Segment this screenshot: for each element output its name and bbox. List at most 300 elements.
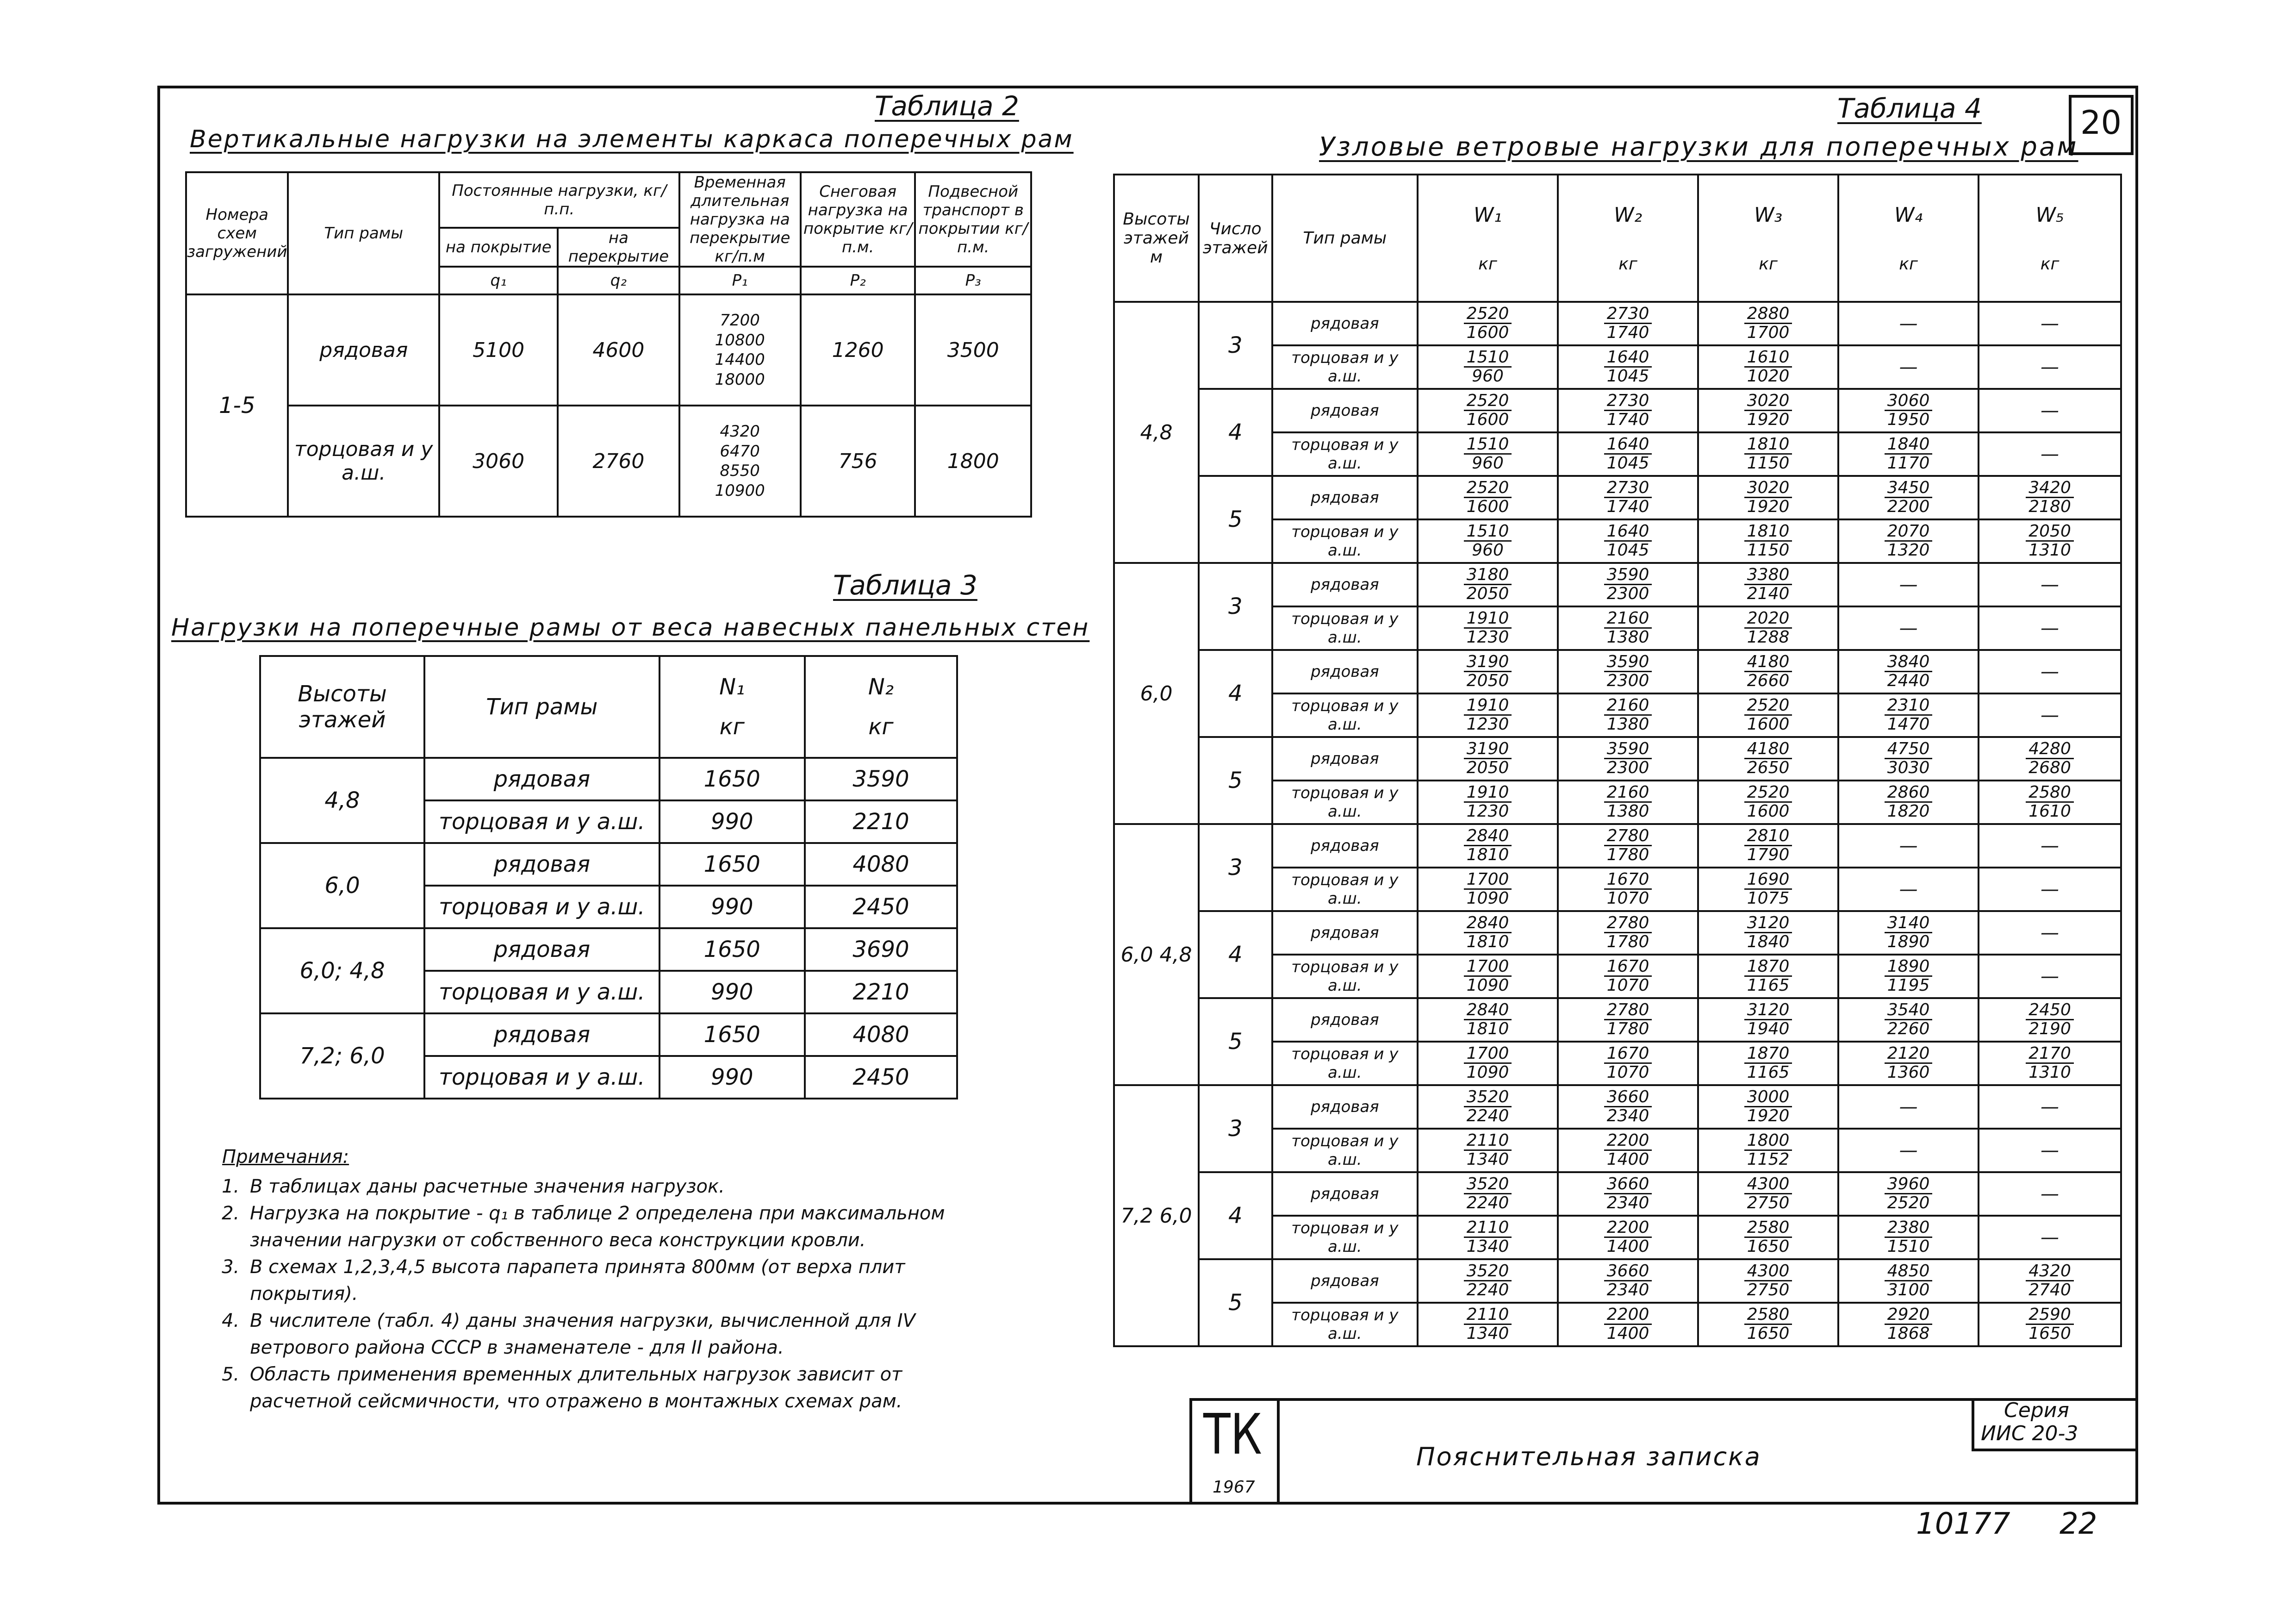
t3-g2-r1-n2: 2210 <box>805 971 957 1013</box>
note-item: 3. В схемах 1,2,3,4,5 высота парапета принята 800мм (от верха плит покрытия). <box>245 1254 1009 1307</box>
wind-load-denominator: 2750 <box>1747 1193 1790 1212</box>
t4-w4-cell <box>1838 650 1979 693</box>
t4-w5-cell <box>1979 606 2121 650</box>
wind-load-numerator: 3060 <box>1885 392 1933 411</box>
wind-load-fraction <box>1744 1219 1792 1255</box>
t4-w3-cell <box>1698 955 1838 998</box>
logo-tk: ТК <box>1203 1403 1262 1467</box>
t4-w2-cell <box>1558 1172 1698 1216</box>
document-title: Пояснительная записка <box>1416 1442 1761 1471</box>
series-label: Серия <box>2004 1399 2069 1422</box>
t4-w1-cell <box>1418 432 1558 476</box>
wind-load-fraction <box>1464 1001 1512 1038</box>
wind-load-denominator: 2240 <box>1466 1193 1509 1212</box>
wind-load-denominator: 1920 <box>1747 1106 1790 1125</box>
wind-load-numerator: 2110 <box>1464 1219 1512 1238</box>
t4-w2-cell <box>1558 1042 1698 1085</box>
wind-load-denominator: 3030 <box>1887 758 1930 777</box>
wind-load-fraction <box>2026 784 2074 820</box>
wind-load-denominator: 2200 <box>1887 497 1930 516</box>
t3-hdr-n1 <box>660 656 805 758</box>
table2 <box>185 171 1032 518</box>
wind-load-numerator: 2520 <box>1744 697 1792 716</box>
wind-load-fraction <box>1744 914 1792 951</box>
table4-row <box>1114 824 2121 868</box>
wind-load-fraction <box>1464 1306 1512 1343</box>
wind-load-numerator: 3180 <box>1464 566 1512 585</box>
t4-w4-cell <box>1838 911 1979 955</box>
wind-load-denominator: 2140 <box>1747 584 1790 603</box>
table3-title: Нагрузки на поперечные рамы от веса навесных панельных стен <box>171 614 1090 642</box>
t4-w3-cell <box>1698 737 1838 781</box>
wind-load-denominator: 1400 <box>1606 1149 1649 1169</box>
wind-load-fraction <box>1464 740 1512 777</box>
wind-load-numerator: 4850 <box>1885 1262 1933 1281</box>
wind-load-fraction <box>1885 1175 1933 1212</box>
t4-w2-cell <box>1558 998 1698 1042</box>
t4-w4-cell <box>1838 476 1979 519</box>
wind-load-numerator: 2200 <box>1604 1306 1652 1325</box>
wind-load-numerator: 2020 <box>1744 610 1792 629</box>
t4-w5-unit: кг <box>2040 254 2060 274</box>
t4-w1-cell <box>1418 519 1558 563</box>
t3-g3-r0-n2: 4080 <box>805 1013 957 1056</box>
table4-row <box>1114 1172 2121 1216</box>
t4-floors: 3 <box>1199 302 1272 389</box>
t2-r1-q2: 2760 <box>558 406 679 517</box>
wind-load-denominator: 1045 <box>1606 453 1649 473</box>
t2-r1-p1 <box>679 406 801 517</box>
t4-frame-type: торцовая и у а.ш. <box>1272 345 1418 389</box>
t3-n2-unit: кг <box>868 714 894 740</box>
t2-r1-p3: 1800 <box>915 406 1031 517</box>
wind-load-denominator: 1380 <box>1606 714 1649 734</box>
t2-hdr-scheme: Номера схем загружений <box>186 172 288 294</box>
t4-frame-type: рядовая <box>1272 1085 1418 1129</box>
t3-g1-r0-n2: 4080 <box>805 843 957 886</box>
t4-w2-cell <box>1558 1085 1698 1129</box>
t4-w4-cell <box>1838 345 1979 389</box>
wind-load-denominator: 1780 <box>1606 845 1649 864</box>
wind-load-fraction <box>1744 697 1792 733</box>
t4-w2-cell <box>1558 650 1698 693</box>
t4-w4-cell <box>1838 1172 1979 1216</box>
table2-title: Вертикальные нагрузки на элементы каркаса поперечных рам <box>190 125 1074 153</box>
t4-w3-cell <box>1698 1216 1838 1259</box>
t4-w3-cell <box>1698 693 1838 737</box>
t4-height: 6,0 4,8 <box>1114 824 1199 1085</box>
wind-load-denominator: 1340 <box>1466 1324 1509 1343</box>
wind-load-fraction <box>1604 827 1652 864</box>
t2-r1-p1-1: 6470 <box>720 442 760 461</box>
t2-hdr-floor: на перекрытие <box>558 228 679 267</box>
t4-w5-cell <box>1979 1259 2121 1303</box>
wind-load-denominator: 1810 <box>1466 845 1509 864</box>
wind-load-fraction <box>1744 436 1792 472</box>
wind-load-numerator: 1870 <box>1744 958 1792 977</box>
t3-g1-r0-n1: 1650 <box>660 843 805 886</box>
wind-load-denominator: 1070 <box>1606 1062 1649 1082</box>
sheet-code: 10177 <box>1916 1507 2010 1541</box>
t3-g0-r0-n1: 1650 <box>660 758 805 800</box>
t4-hdr-w2 <box>1558 175 1698 302</box>
t4-w4-cell <box>1838 998 1979 1042</box>
t4-w1-cell <box>1418 1303 1558 1346</box>
t3-g3-r1-n2: 2450 <box>805 1056 957 1099</box>
t3-g3-r0-n1: 1650 <box>660 1013 805 1056</box>
t4-w4-cell <box>1838 781 1979 824</box>
wind-load-denominator: 1380 <box>1606 801 1649 821</box>
wind-load-numerator: 2110 <box>1464 1306 1512 1325</box>
t2-sym-p1: P₁ <box>679 267 801 294</box>
t4-w5-cell <box>1979 781 2121 824</box>
t2-r0-p2: 1260 <box>801 294 915 406</box>
t2-sym-p2: P₂ <box>801 267 915 294</box>
wind-load-denominator: 1790 <box>1747 845 1790 864</box>
t4-floors: 4 <box>1199 650 1272 737</box>
table4-caption: Таблица 4 <box>1837 93 1982 124</box>
t3-g1-r1-type: торцовая и у а.ш. <box>424 886 659 928</box>
wind-load-denominator: 1740 <box>1606 410 1649 429</box>
wind-load-numerator: 1510 <box>1464 349 1512 368</box>
t3-g3-r1-type: торцовая и у а.ш. <box>424 1056 659 1099</box>
wind-load-numerator: 2380 <box>1885 1219 1933 1238</box>
t4-floors: 5 <box>1199 1259 1272 1346</box>
wind-load-numerator: 2780 <box>1604 1001 1652 1020</box>
wind-load-fraction <box>1885 479 1933 516</box>
empty-dash: — <box>2041 356 2060 378</box>
note-item: 1. В таблицах даны расчетные значения нагрузок. <box>245 1173 1009 1200</box>
empty-dash: — <box>1899 1096 1918 1118</box>
wind-load-numerator: 3120 <box>1744 914 1792 933</box>
wind-load-denominator: 1090 <box>1466 888 1509 908</box>
wind-load-denominator: 1600 <box>1466 497 1509 516</box>
wind-load-fraction <box>1464 827 1512 864</box>
wind-load-numerator: 1870 <box>1744 1045 1792 1064</box>
t4-w3-cell <box>1698 1303 1838 1346</box>
t4-frame-type: рядовая <box>1272 998 1418 1042</box>
t4-w4-cell <box>1838 563 1979 606</box>
t4-w5-label: W₅ <box>2035 203 2064 227</box>
wind-load-fraction <box>1744 349 1792 385</box>
t4-w2-cell <box>1558 476 1698 519</box>
t4-w5-cell <box>1979 1303 2121 1346</box>
t4-w1-cell <box>1418 302 1558 345</box>
t3-g0-r1-n1: 990 <box>660 800 805 843</box>
t4-frame-type: торцовая и у а.ш. <box>1272 1042 1418 1085</box>
t4-w3-unit: кг <box>1759 254 1778 274</box>
table4-row <box>1114 1085 2121 1129</box>
t4-w4-cell <box>1838 519 1979 563</box>
wind-load-numerator: 3840 <box>1885 653 1933 672</box>
wind-load-numerator: 3190 <box>1464 653 1512 672</box>
t4-w1-cell <box>1418 1085 1558 1129</box>
wind-load-fraction <box>1604 784 1652 820</box>
wind-load-denominator: 1288 <box>1747 627 1790 647</box>
wind-load-fraction <box>1885 523 1933 559</box>
t4-frame-type: рядовая <box>1272 1172 1418 1216</box>
wind-load-fraction <box>1464 1088 1512 1125</box>
note-item: 4. В числителе (табл. 4) даны значения нагрузки, вычисленной для IV ветрового района СССР в знаменателе - для II района. <box>245 1307 1009 1361</box>
t4-w1-cell <box>1418 563 1558 606</box>
t2-r1-p2: 756 <box>801 406 915 517</box>
t4-w1-cell <box>1418 911 1558 955</box>
wind-load-numerator: 1510 <box>1464 523 1512 542</box>
table4-row <box>1114 302 2121 345</box>
t4-w3-cell <box>1698 650 1838 693</box>
wind-load-denominator: 1230 <box>1466 801 1509 821</box>
wind-load-denominator: 2750 <box>1747 1280 1790 1299</box>
t2-hdr-type: Тип рамы <box>288 172 439 294</box>
wind-load-denominator: 2300 <box>1606 584 1649 603</box>
t4-w3-cell <box>1698 911 1838 955</box>
wind-load-numerator: 2920 <box>1885 1306 1933 1325</box>
t3-hdr-n2 <box>805 656 957 758</box>
wind-load-denominator: 2190 <box>2028 1019 2071 1038</box>
t4-height: 4,8 <box>1114 302 1199 563</box>
wind-load-fraction <box>1464 1132 1512 1168</box>
empty-dash: — <box>1899 356 1918 378</box>
t4-frame-type: торцовая и у а.ш. <box>1272 868 1418 911</box>
wind-load-fraction <box>1604 610 1652 646</box>
empty-dash: — <box>2041 443 2060 465</box>
t4-w5-cell <box>1979 911 2121 955</box>
wind-load-fraction <box>1885 1219 1933 1255</box>
t4-w2-cell <box>1558 345 1698 389</box>
wind-load-denominator: 1075 <box>1747 888 1790 908</box>
wind-load-denominator: 960 <box>1472 453 1504 473</box>
wind-load-denominator: 2740 <box>2028 1280 2071 1299</box>
wind-load-fraction <box>1885 914 1933 951</box>
table4-title: Узловые ветровые нагрузки для поперечных рам <box>1319 132 2078 162</box>
t4-w4-cell <box>1838 606 1979 650</box>
t4-frame-type: торцовая и у а.ш. <box>1272 432 1418 476</box>
t4-w1-cell <box>1418 1259 1558 1303</box>
t4-w3-cell <box>1698 781 1838 824</box>
empty-dash: — <box>1899 879 1918 900</box>
t4-w3-cell <box>1698 432 1838 476</box>
wind-load-numerator: 3540 <box>1885 1001 1933 1020</box>
wind-load-fraction <box>1744 610 1792 646</box>
wind-load-denominator: 1950 <box>1887 410 1930 429</box>
wind-load-numerator: 3190 <box>1464 740 1512 759</box>
wind-load-denominator: 1840 <box>1747 932 1790 951</box>
wind-load-numerator: 2730 <box>1604 305 1652 324</box>
t4-hdr-w4 <box>1838 175 1979 302</box>
t4-w3-cell <box>1698 1129 1838 1172</box>
page-number: 20 <box>2080 104 2122 142</box>
empty-dash: — <box>2041 1140 2060 1161</box>
wind-load-denominator: 1940 <box>1747 1019 1790 1038</box>
table4-row <box>1114 737 2121 781</box>
wind-load-numerator: 2110 <box>1464 1132 1512 1151</box>
wind-load-denominator: 1150 <box>1747 540 1790 560</box>
t4-frame-type: рядовая <box>1272 824 1418 868</box>
wind-load-fraction <box>1744 392 1792 429</box>
wind-load-denominator: 2650 <box>1747 758 1790 777</box>
wind-load-fraction <box>1885 958 1933 994</box>
wind-load-fraction <box>1744 1262 1792 1299</box>
wind-load-numerator: 3020 <box>1744 479 1792 498</box>
wind-load-fraction <box>2026 523 2074 559</box>
wind-load-numerator: 1670 <box>1604 871 1652 890</box>
wind-load-fraction <box>1885 1306 1933 1343</box>
t4-w1-cell <box>1418 650 1558 693</box>
wind-load-fraction <box>1744 1132 1792 1168</box>
logo-year: 1967 <box>1213 1478 1255 1497</box>
wind-load-fraction <box>1464 610 1512 646</box>
wind-load-fraction <box>1744 523 1792 559</box>
t3-g3-height: 7,2; 6,0 <box>260 1013 424 1099</box>
wind-load-numerator: 3120 <box>1744 1001 1792 1020</box>
wind-load-fraction <box>1604 1001 1652 1038</box>
wind-load-denominator: 1810 <box>1466 932 1509 951</box>
wind-load-fraction <box>1464 436 1512 472</box>
t3-n2-label: N₂ <box>868 674 894 700</box>
t4-w5-cell <box>1979 302 2121 345</box>
t4-hdr-floors: Число этажей <box>1199 175 1272 302</box>
wind-load-denominator: 1320 <box>1887 540 1930 560</box>
wind-load-numerator: 1690 <box>1744 871 1792 890</box>
wind-load-denominator: 1400 <box>1606 1237 1649 1256</box>
wind-load-numerator: 1800 <box>1744 1132 1792 1151</box>
wind-load-numerator: 3660 <box>1604 1262 1652 1281</box>
wind-load-denominator: 1890 <box>1887 932 1930 951</box>
wind-load-numerator: 4300 <box>1744 1262 1792 1281</box>
t4-w2-cell <box>1558 868 1698 911</box>
t2-r1-p1-2: 8550 <box>720 462 760 480</box>
wind-load-numerator: 3590 <box>1604 566 1652 585</box>
t4-w3-cell <box>1698 1042 1838 1085</box>
t4-w5-cell <box>1979 955 2121 998</box>
wind-load-fraction <box>1604 349 1652 385</box>
wind-load-numerator: 1670 <box>1604 958 1652 977</box>
wind-load-numerator: 2520 <box>1464 305 1512 324</box>
wind-load-denominator: 1310 <box>2028 540 2071 560</box>
t3-g0-r0-type: рядовая <box>424 758 659 800</box>
wind-load-fraction <box>1604 697 1652 733</box>
wind-load-fraction <box>1604 871 1652 907</box>
t4-w5-cell <box>1979 998 2121 1042</box>
t4-w4-unit: кг <box>1899 254 1918 274</box>
wind-load-denominator: 1165 <box>1747 1062 1790 1082</box>
wind-load-numerator: 1640 <box>1604 349 1652 368</box>
t4-w2-cell <box>1558 432 1698 476</box>
t3-hdr-type: Тип рамы <box>424 656 659 758</box>
t3-g1-r1-n2: 2450 <box>805 886 957 928</box>
wind-load-fraction <box>1744 1175 1792 1212</box>
wind-load-fraction <box>2026 1262 2074 1299</box>
t4-w3-cell <box>1698 1085 1838 1129</box>
wind-load-fraction <box>1464 697 1512 733</box>
sheet-number: 22 <box>2060 1507 2097 1541</box>
wind-load-denominator: 2050 <box>1466 671 1509 690</box>
t3-g2-r0-n2: 3690 <box>805 928 957 971</box>
t4-w4-cell <box>1838 1259 1979 1303</box>
wind-load-fraction <box>1604 914 1652 951</box>
t4-w2-cell <box>1558 302 1698 345</box>
t4-frame-type: рядовая <box>1272 476 1418 519</box>
wind-load-fraction <box>1464 1045 1512 1081</box>
t4-w5-cell <box>1979 1216 2121 1259</box>
wind-load-fraction <box>1744 1306 1792 1343</box>
wind-load-fraction <box>1464 1175 1512 1212</box>
wind-load-denominator: 1360 <box>1887 1062 1930 1082</box>
wind-load-numerator: 3020 <box>1744 392 1792 411</box>
t2-r0-p1-1: 10800 <box>715 331 765 350</box>
empty-dash: — <box>2041 705 2060 726</box>
t4-w5-cell <box>1979 476 2121 519</box>
t4-w1-label: W₁ <box>1474 203 1502 227</box>
t2-r1-p1-3: 10900 <box>715 481 765 500</box>
empty-dash: — <box>2041 1183 2060 1205</box>
t4-w5-cell <box>1979 432 2121 476</box>
t4-frame-type: рядовая <box>1272 737 1418 781</box>
t4-w4-cell <box>1838 868 1979 911</box>
wind-load-numerator: 1910 <box>1464 610 1512 629</box>
t4-w4-cell <box>1838 955 1979 998</box>
wind-load-numerator: 2860 <box>1885 784 1933 803</box>
wind-load-fraction <box>1604 1088 1652 1125</box>
t4-w5-cell <box>1979 519 2121 563</box>
wind-load-fraction <box>2026 1045 2074 1081</box>
wind-load-denominator: 1868 <box>1887 1324 1930 1343</box>
t4-w2-cell <box>1558 955 1698 998</box>
t2-r0-p1 <box>679 294 801 406</box>
t4-floors: 4 <box>1199 911 1272 998</box>
wind-load-numerator: 3520 <box>1464 1262 1512 1281</box>
wind-load-numerator: 2880 <box>1744 305 1792 324</box>
t4-w1-cell <box>1418 955 1558 998</box>
wind-load-numerator: 2840 <box>1464 1001 1512 1020</box>
wind-load-denominator: 1380 <box>1606 627 1649 647</box>
wind-load-fraction <box>2026 1306 2074 1343</box>
table4-row <box>1114 476 2121 519</box>
t4-floors: 4 <box>1199 1172 1272 1259</box>
wind-load-numerator: 4180 <box>1744 740 1792 759</box>
wind-load-denominator: 1090 <box>1466 1062 1509 1082</box>
t4-w4-label: W₄ <box>1894 203 1923 227</box>
wind-load-denominator: 1780 <box>1606 1019 1649 1038</box>
t4-w2-cell <box>1558 606 1698 650</box>
wind-load-denominator: 960 <box>1472 540 1504 560</box>
wind-load-fraction <box>1744 958 1792 994</box>
wind-load-denominator: 1195 <box>1887 975 1930 995</box>
t4-w1-cell <box>1418 868 1558 911</box>
t3-n1-label: N₁ <box>719 674 745 700</box>
wind-load-fraction <box>1604 740 1652 777</box>
wind-load-numerator: 1700 <box>1464 1045 1512 1064</box>
empty-dash: — <box>1899 618 1918 639</box>
wind-load-denominator: 1600 <box>1466 323 1509 342</box>
wind-load-denominator: 1045 <box>1606 540 1649 560</box>
wind-load-fraction <box>1885 740 1933 777</box>
t4-hdr-w3 <box>1698 175 1838 302</box>
wind-load-denominator: 1600 <box>1747 714 1790 734</box>
wind-load-denominator: 1020 <box>1747 366 1790 386</box>
wind-load-numerator: 2580 <box>2026 784 2074 803</box>
wind-load-denominator: 1230 <box>1466 714 1509 734</box>
wind-load-fraction <box>1604 1262 1652 1299</box>
t4-floors: 4 <box>1199 389 1272 476</box>
table4-row <box>1114 650 2121 693</box>
wind-load-numerator: 3590 <box>1604 740 1652 759</box>
t4-frame-type: торцовая и у а.ш. <box>1272 1216 1418 1259</box>
wind-load-denominator: 1400 <box>1606 1324 1649 1343</box>
t4-w3-cell <box>1698 998 1838 1042</box>
t4-w2-cell <box>1558 824 1698 868</box>
t4-w4-cell <box>1838 1303 1979 1346</box>
